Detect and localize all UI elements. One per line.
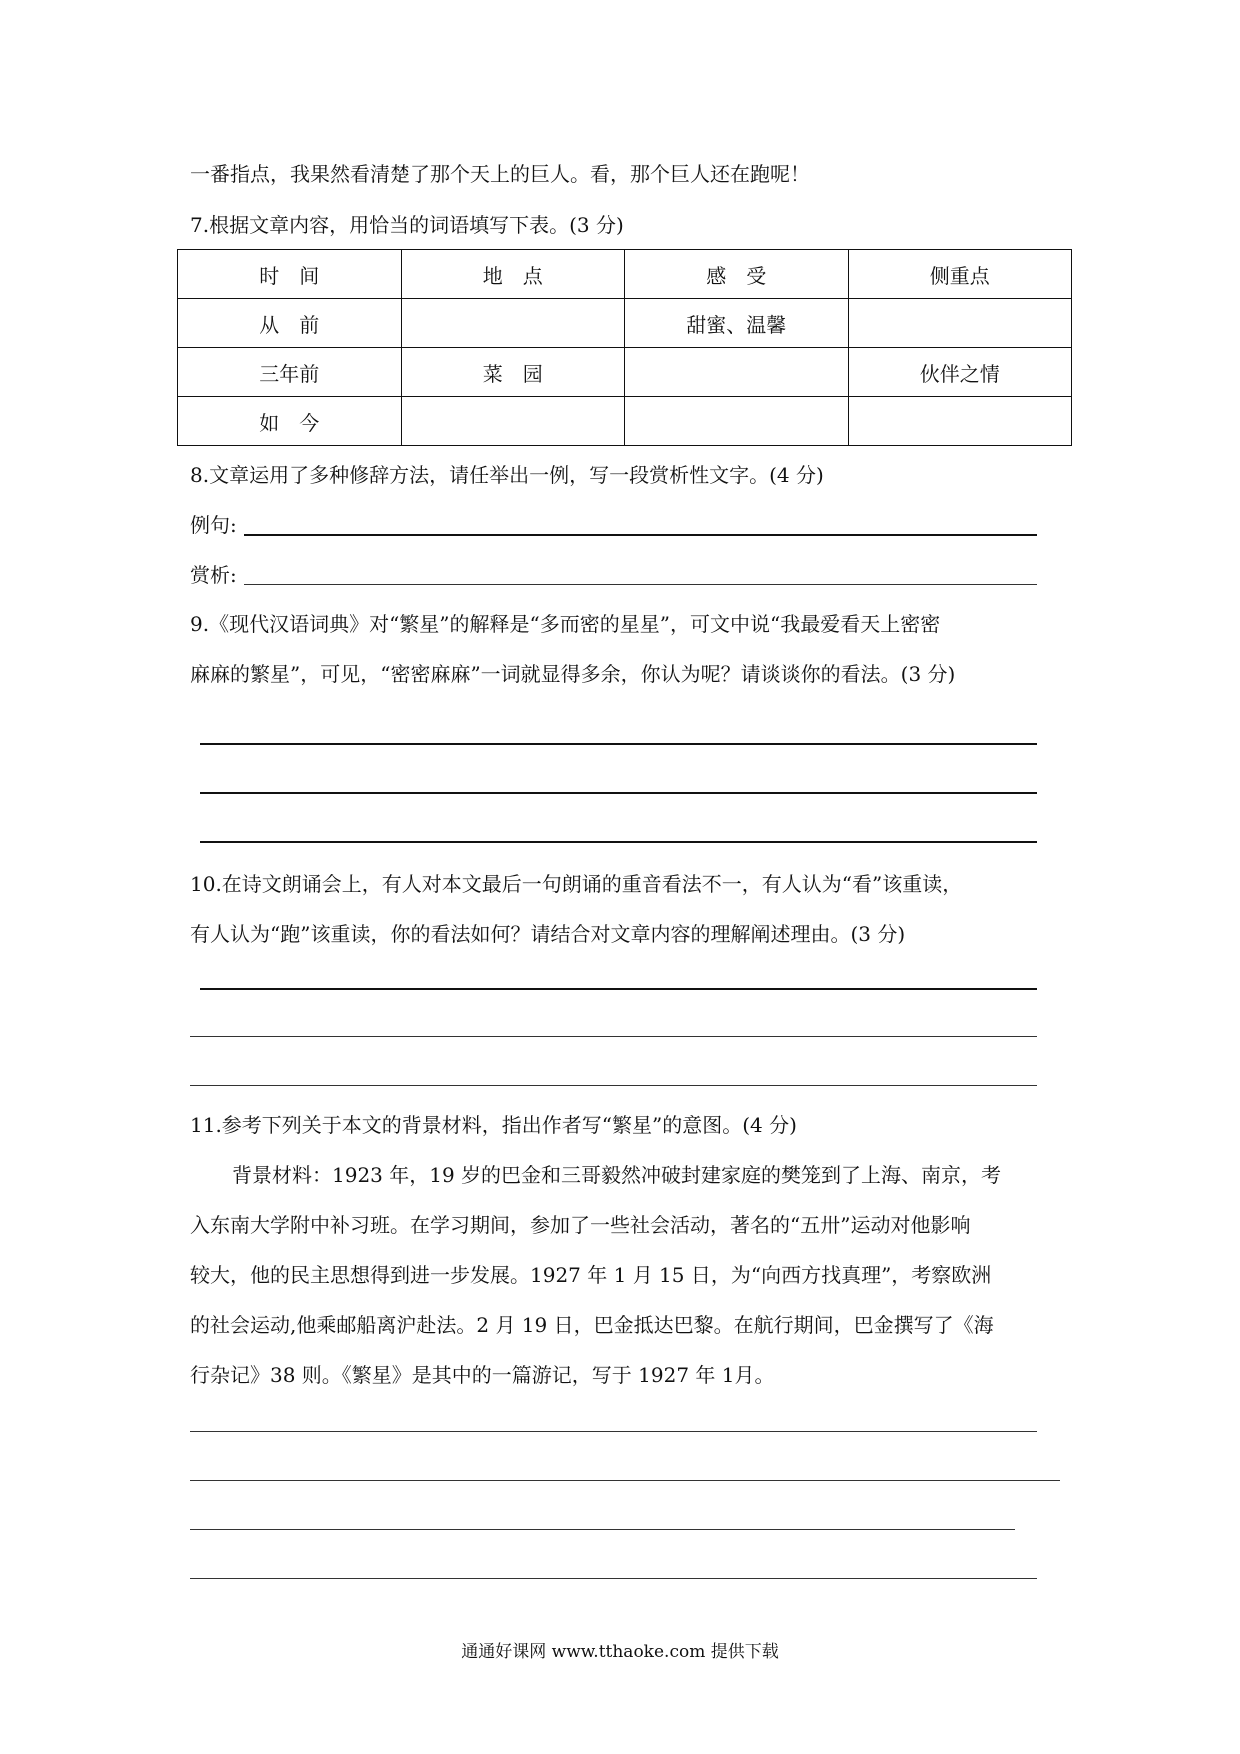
table-cell: 甜蜜、温馨 bbox=[625, 299, 849, 348]
answer-line[interactable] bbox=[190, 1480, 1060, 1481]
question-11: 11.参考下列关于本文的背景材料，指出作者写“繁星”的意图。(4 分) bbox=[190, 1113, 797, 1137]
table-cell-blank[interactable] bbox=[848, 299, 1072, 348]
background-material-line: 背景材料：1923 年，19 岁的巴金和三哥毅然冲破封建家庭的樊笼到了上海、南京，考 bbox=[232, 1163, 1002, 1187]
table-cell-blank[interactable] bbox=[848, 397, 1072, 446]
question-9-line2: 麻麻的繁星”，可见，“密密麻麻”一词就显得多余，你认为呢？请谈谈你的看法。(3 分) bbox=[190, 662, 956, 686]
answer-line[interactable] bbox=[190, 1578, 1037, 1579]
question-7: 7.根据文章内容，用恰当的词语填写下表。(3 分) bbox=[190, 213, 624, 237]
table-row bbox=[178, 299, 1072, 348]
table-cell: 如 今 bbox=[178, 397, 402, 446]
question-10-line2: 有人认为“跑”该重读，你的看法如何？请结合对文章内容的理解阐述理由。(3 分) bbox=[190, 922, 906, 946]
answer-line[interactable] bbox=[200, 743, 1037, 745]
analysis-label: 赏析: bbox=[190, 563, 237, 587]
table-cell: 三年前 bbox=[178, 348, 402, 397]
question-9-line1: 9.《现代汉语词典》对“繁星”的解释是“多而密的星星”，可文中说“我最爱看天上密密 bbox=[190, 612, 941, 636]
answer-line[interactable] bbox=[190, 1036, 1037, 1037]
question-10-line1: 10.在诗文朗诵会上，有人对本文最后一句朗诵的重音看法不一，有人认为“看”该重读， bbox=[190, 872, 963, 896]
answer-line[interactable] bbox=[200, 988, 1037, 990]
passage-last-line: 一番指点，我果然看清楚了那个天上的巨人。看，那个巨人还在跑呢！ bbox=[190, 162, 810, 186]
table-row bbox=[178, 348, 1072, 397]
table-cell-blank[interactable] bbox=[625, 348, 849, 397]
table-header-row bbox=[178, 250, 1072, 299]
background-material-line: 的社会运动,他乘邮船离沪赴法。2 月 19 日，巴金抵达巴黎。在航行期间，巴金撰写了《海 bbox=[190, 1313, 994, 1337]
footer-credit: 通通好课网 www.tthaoke.com 提供下载 bbox=[461, 1642, 779, 1662]
table-row bbox=[178, 397, 1072, 446]
analysis-answer-line[interactable] bbox=[244, 584, 1037, 585]
table-cell-blank[interactable] bbox=[401, 397, 625, 446]
answer-line[interactable] bbox=[190, 1431, 1037, 1432]
table-cell: 从 前 bbox=[178, 299, 402, 348]
background-material-line: 入东南大学附中补习班。在学习期间，参加了一些社会活动，著名的“五卅”运动对他影响 bbox=[190, 1213, 971, 1237]
table-cell: 菜 园 bbox=[401, 348, 625, 397]
answer-table bbox=[177, 249, 1072, 446]
table-cell-blank[interactable] bbox=[401, 299, 625, 348]
example-label: 例句: bbox=[190, 513, 237, 537]
background-material-line: 行杂记》38 则。《繁星》是其中的一篇游记，写于 1927 年 1月。 bbox=[190, 1363, 775, 1387]
header-focus: 侧重点 bbox=[848, 250, 1072, 299]
answer-line[interactable] bbox=[190, 1085, 1037, 1086]
header-feeling: 感 受 bbox=[625, 250, 849, 299]
answer-line[interactable] bbox=[200, 841, 1037, 843]
example-answer-line[interactable] bbox=[244, 534, 1037, 536]
table-cell-blank[interactable] bbox=[625, 397, 849, 446]
header-place: 地 点 bbox=[401, 250, 625, 299]
header-time: 时 间 bbox=[178, 250, 402, 299]
answer-line[interactable] bbox=[200, 792, 1037, 794]
answer-line[interactable] bbox=[190, 1529, 1015, 1530]
background-material-line: 较大，他的民主思想得到进一步发展。1927 年 1 月 15 日，为“向西方找真理”，考察欧洲 bbox=[190, 1263, 992, 1287]
table-cell: 伙伴之情 bbox=[848, 348, 1072, 397]
question-8: 8.文章运用了多种修辞方法，请任举出一例，写一段赏析性文字。(4 分) bbox=[190, 463, 824, 487]
